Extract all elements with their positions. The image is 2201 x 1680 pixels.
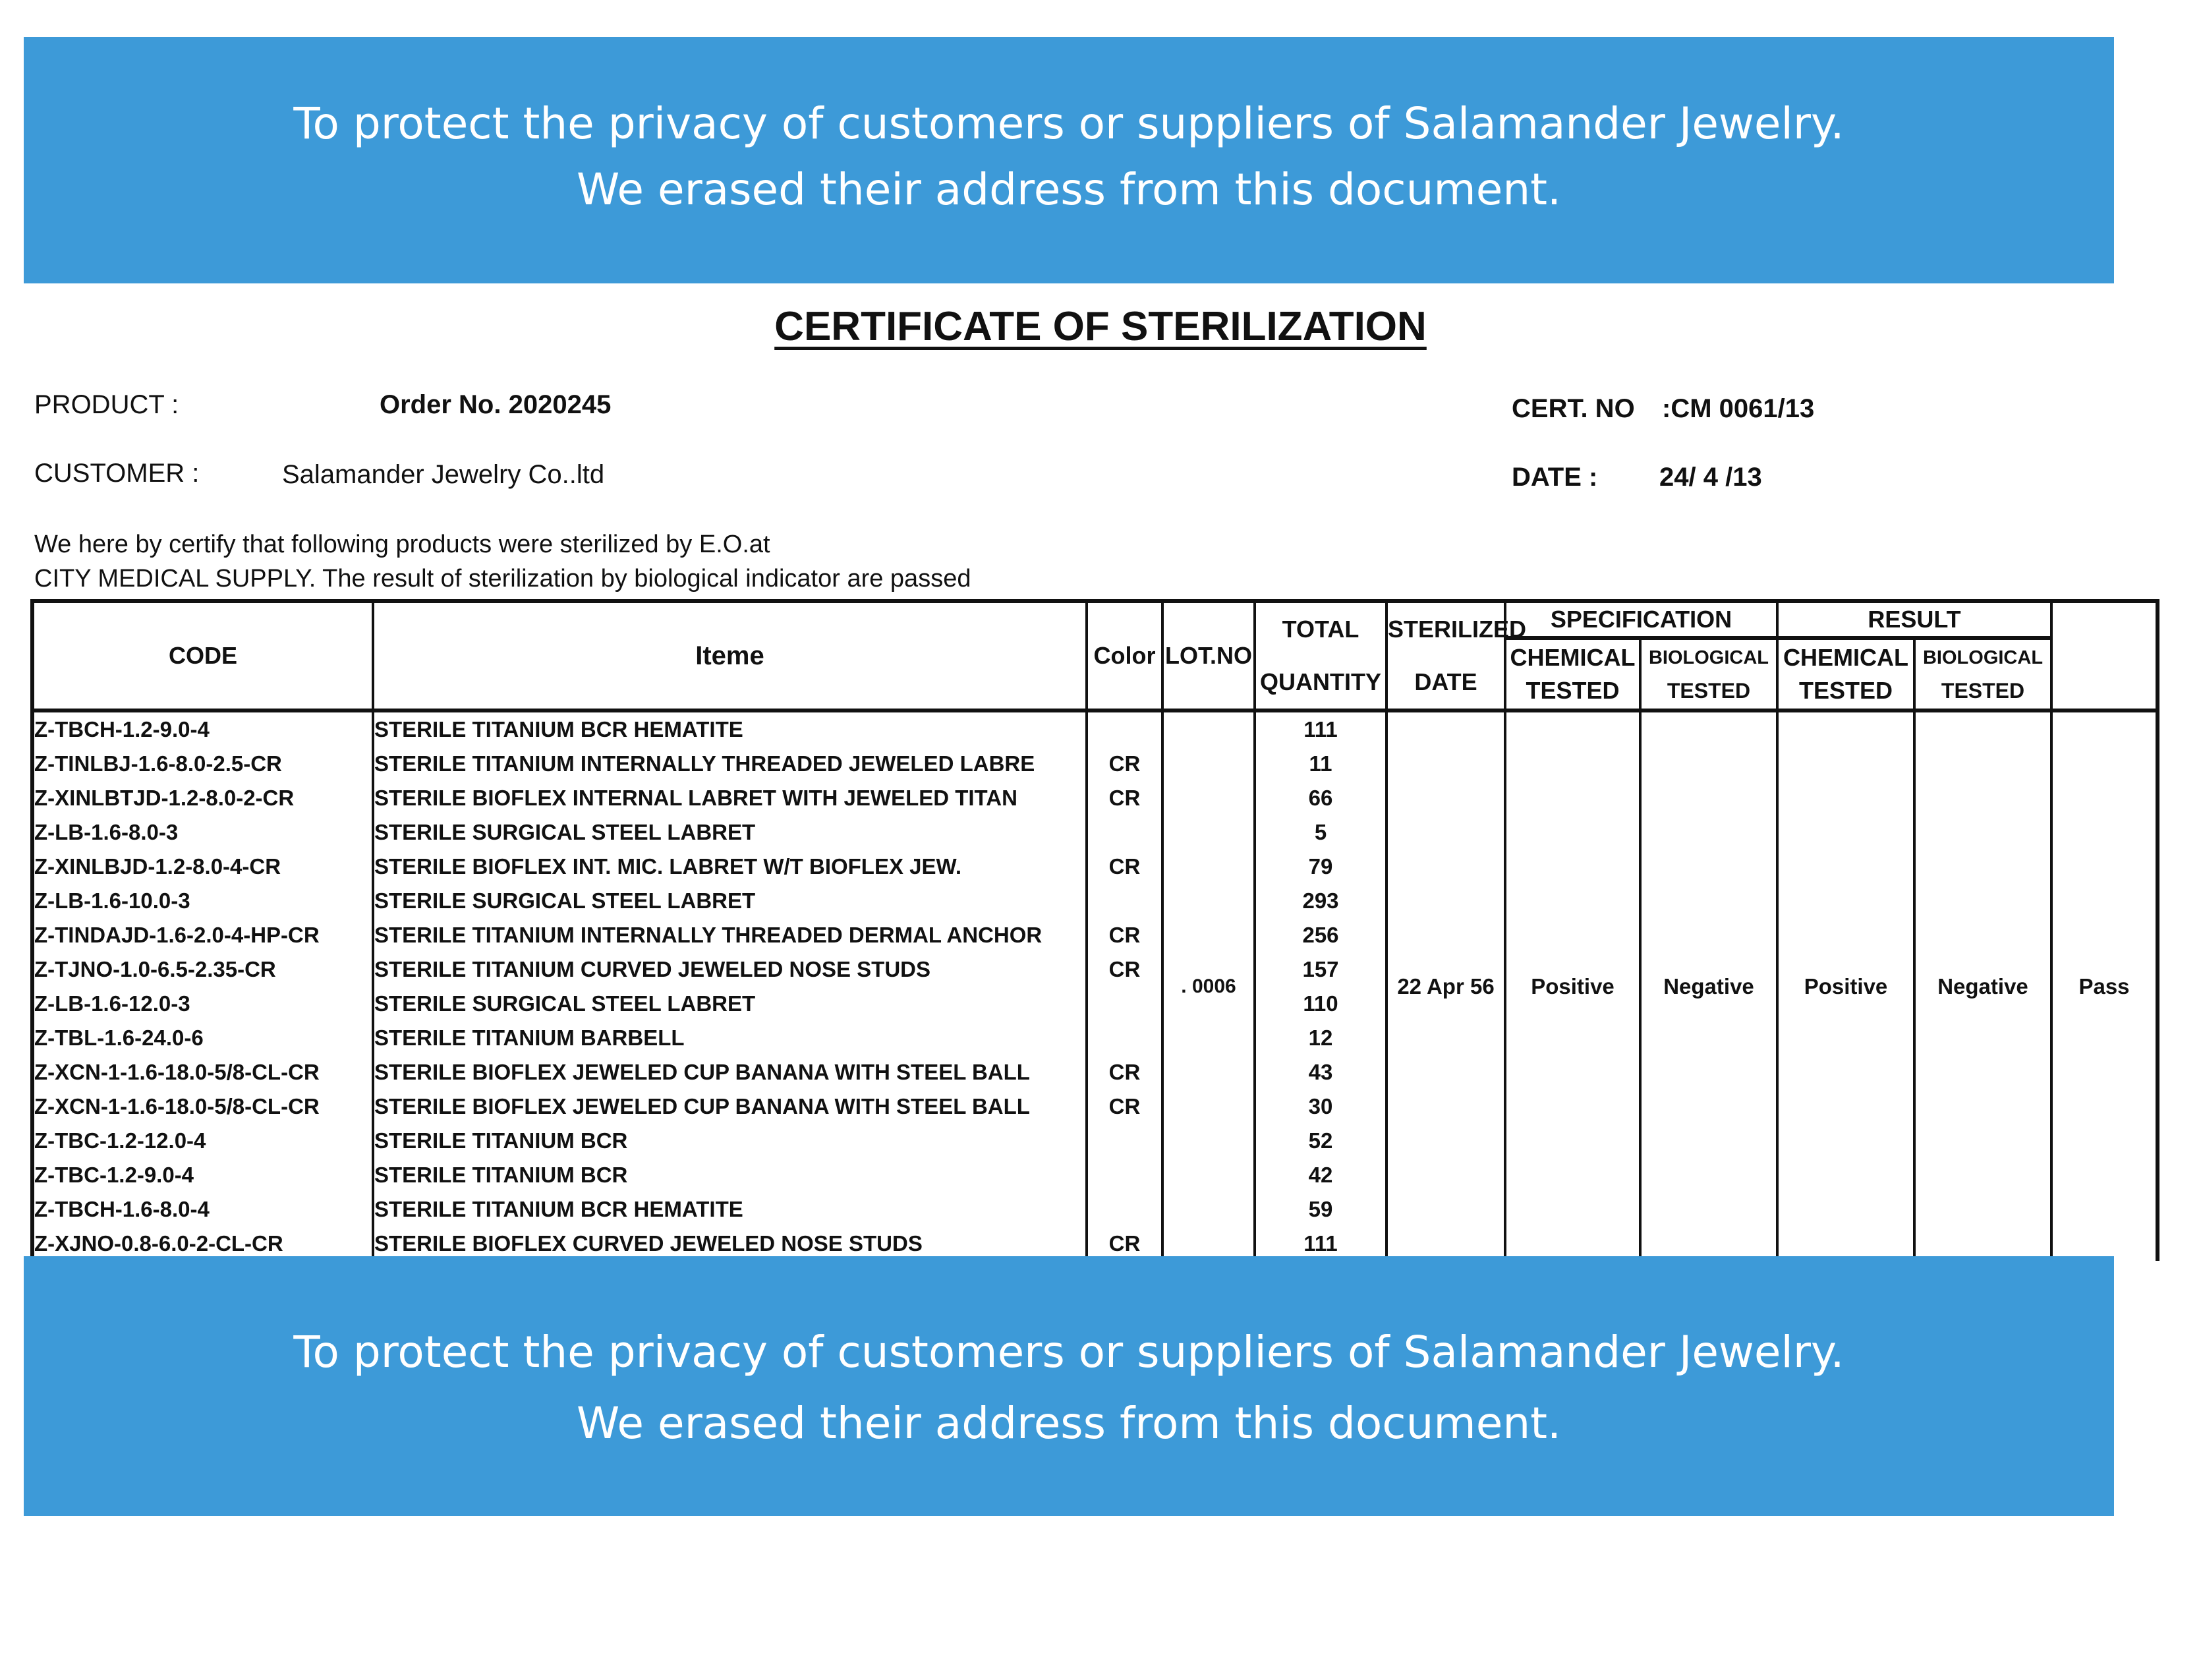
cell-code: Z-LB-1.6-12.0-3	[32, 987, 373, 1021]
certification-line2: CITY MEDICAL SUPPLY. The result of sterilization by biological indicator are passed	[34, 565, 971, 593]
cell-color: CR	[1087, 1055, 1162, 1089]
cell-quantity: 5	[1255, 815, 1386, 850]
header-color: Color	[1087, 601, 1162, 710]
cell-code: Z-LB-1.6-10.0-3	[32, 884, 373, 918]
cell-result-biological: Negative	[1914, 710, 2051, 1261]
cell-code: Z-TBCH-1.2-9.0-4	[32, 710, 373, 747]
cell-code: Z-XCN-1-1.6-18.0-5/8-CL-CR	[32, 1055, 373, 1089]
cell-color: CR	[1087, 781, 1162, 815]
cell-quantity: 42	[1255, 1158, 1386, 1192]
cell-code: Z-TBC-1.2-12.0-4	[32, 1124, 373, 1158]
cell-quantity: 111	[1255, 710, 1386, 747]
table-row	[32, 710, 2158, 747]
date-value: 24/ 4 /13	[1659, 463, 1762, 492]
cell-item: STERILE TITANIUM BCR	[373, 1158, 1087, 1192]
cell-item: STERILE TITANIUM INTERNALLY THREADED DERMAL ANCHOR	[373, 918, 1087, 952]
cell-lot-no: . 0006	[1162, 710, 1255, 1261]
header-sterilized-bottom: DATE	[1414, 668, 1477, 695]
cert-no-label: CERT. NO	[1512, 394, 1635, 423]
cell-color	[1087, 815, 1162, 850]
cell-quantity: 293	[1255, 884, 1386, 918]
privacy-notice-line1: To protect the privacy of customers or suppliers of Salamander Jewelry.	[293, 98, 1844, 149]
cell-quantity: 111	[1255, 1227, 1386, 1261]
cell-color	[1087, 1124, 1162, 1158]
cell-color: CR	[1087, 1227, 1162, 1261]
certification-line1: We here by certify that following products were sterilized by E.O.at	[34, 531, 770, 558]
cell-quantity: 256	[1255, 918, 1386, 952]
privacy-banner-top	[24, 37, 2114, 283]
cell-color: CR	[1087, 747, 1162, 781]
cell-code: Z-XINLBJD-1.2-8.0-4-CR	[32, 850, 373, 884]
header-result-chemical: CHEMICAL TESTED	[1777, 638, 1914, 710]
header-sterilized-date	[1386, 601, 1527, 710]
document-title: CERTIFICATE OF STERILIZATION	[774, 304, 1427, 349]
cell-color	[1087, 884, 1162, 918]
header-spec-biological: BIOLOGICAL TESTED	[1640, 638, 1777, 710]
cell-item: STERILE BIOFLEX JEWELED CUP BANANA WITH STEEL BALL	[373, 1089, 1087, 1124]
cell-quantity: 79	[1255, 850, 1386, 884]
cert-no-value: :CM 0061/13	[1662, 394, 1815, 423]
sterilization-table	[30, 599, 2159, 1261]
product-value: Order No. 2020245	[380, 390, 612, 419]
cell-code: Z-XINLBTJD-1.2-8.0-2-CR	[32, 781, 373, 815]
cell-item: STERILE BIOFLEX INTERNAL LABRET WITH JEWELED TITAN	[373, 781, 1087, 815]
privacy-notice-line1: To protect the privacy of customers or suppliers of Salamander Jewelry.	[293, 1327, 1844, 1377]
cell-code: Z-TBC-1.2-9.0-4	[32, 1158, 373, 1192]
header-total-quantity	[1255, 601, 1386, 710]
privacy-notice-line2: We erased their address from this document.	[576, 164, 1562, 215]
header-spec-chemical: CHEMICAL TESTED	[1505, 638, 1640, 710]
header-result-biological: BIOLOGICAL TESTED	[1914, 638, 2051, 710]
header-total-top: TOTAL	[1282, 616, 1359, 643]
cell-sterilized-date: 22 Apr 56	[1386, 710, 1505, 1261]
cell-item: STERILE BIOFLEX JEWELED CUP BANANA WITH STEEL BALL	[373, 1055, 1087, 1089]
cell-item: STERILE SURGICAL STEEL LABRET	[373, 987, 1087, 1021]
cell-final-result: Pass	[2051, 710, 2158, 1261]
cell-quantity: 11	[1255, 747, 1386, 781]
cell-item: STERILE TITANIUM BCR HEMATITE	[373, 1192, 1087, 1227]
header-sterilized-top: STERILIZED	[1388, 616, 1527, 643]
customer-value: Salamander Jewelry Co..ltd	[282, 460, 605, 489]
header-result: RESULT	[1777, 601, 2051, 638]
cell-code: Z-XJNO-0.8-6.0-2-CL-CR	[32, 1227, 373, 1261]
cell-color: CR	[1087, 918, 1162, 952]
privacy-banner-bottom	[24, 1256, 2114, 1516]
cell-quantity: 110	[1255, 987, 1386, 1021]
cell-quantity: 43	[1255, 1055, 1386, 1089]
cell-quantity: 12	[1255, 1021, 1386, 1055]
cell-spec-chemical: Positive	[1505, 710, 1640, 1261]
cell-item: STERILE BIOFLEX INT. MIC. LABRET W/T BIOFLEX JEW.	[373, 850, 1087, 884]
header-item: Iteme	[373, 601, 1087, 710]
cell-item: STERILE SURGICAL STEEL LABRET	[373, 815, 1087, 850]
product-label: PRODUCT :	[34, 390, 179, 419]
cell-item: STERILE TITANIUM INTERNALLY THREADED JEWELED LABRE	[373, 747, 1087, 781]
cell-color: CR	[1087, 1089, 1162, 1124]
cell-item: STERILE TITANIUM CURVED JEWELED NOSE STUDS	[373, 952, 1087, 987]
header-total-bottom: QUANTITY	[1260, 668, 1381, 695]
cell-color	[1087, 1192, 1162, 1227]
certification-statement	[34, 527, 971, 596]
cell-code: Z-TINDAJD-1.6-2.0-4-HP-CR	[32, 918, 373, 952]
cell-code: Z-XCN-1-1.6-18.0-5/8-CL-CR	[32, 1089, 373, 1124]
cell-quantity: 157	[1255, 952, 1386, 987]
cell-quantity: 30	[1255, 1089, 1386, 1124]
header-code: CODE	[32, 601, 373, 710]
customer-label: CUSTOMER :	[34, 459, 200, 488]
cell-code: Z-LB-1.6-8.0-3	[32, 815, 373, 850]
cell-code: Z-TBCH-1.6-8.0-4	[32, 1192, 373, 1227]
cell-quantity: 59	[1255, 1192, 1386, 1227]
cell-quantity: 52	[1255, 1124, 1386, 1158]
header-final-blank	[2051, 601, 2158, 710]
privacy-notice-line2: We erased their address from this document.	[576, 1398, 1562, 1449]
date-label: DATE :	[1512, 463, 1598, 492]
cell-color	[1087, 987, 1162, 1021]
cell-code: Z-TINLBJ-1.6-8.0-2.5-CR	[32, 747, 373, 781]
cell-color: CR	[1087, 850, 1162, 884]
cell-item: STERILE TITANIUM BARBELL	[373, 1021, 1087, 1055]
cell-color	[1087, 1158, 1162, 1192]
cell-item: STERILE SURGICAL STEEL LABRET	[373, 884, 1087, 918]
cell-color	[1087, 1021, 1162, 1055]
cell-quantity: 66	[1255, 781, 1386, 815]
cell-color	[1087, 710, 1162, 747]
cell-result-chemical: Positive	[1777, 710, 1914, 1261]
cell-item: STERILE TITANIUM BCR HEMATITE	[373, 710, 1087, 747]
cell-item: STERILE BIOFLEX CURVED JEWELED NOSE STUDS	[373, 1227, 1087, 1261]
cell-spec-biological: Negative	[1640, 710, 1777, 1261]
cell-item: STERILE TITANIUM BCR	[373, 1124, 1087, 1158]
header-specification: SPECIFICATION	[1505, 601, 1777, 638]
cell-color: CR	[1087, 952, 1162, 987]
cell-code: Z-TBL-1.6-24.0-6	[32, 1021, 373, 1055]
cell-code: Z-TJNO-1.0-6.5-2.35-CR	[32, 952, 373, 987]
header-lot-no: LOT.NO	[1162, 601, 1255, 710]
